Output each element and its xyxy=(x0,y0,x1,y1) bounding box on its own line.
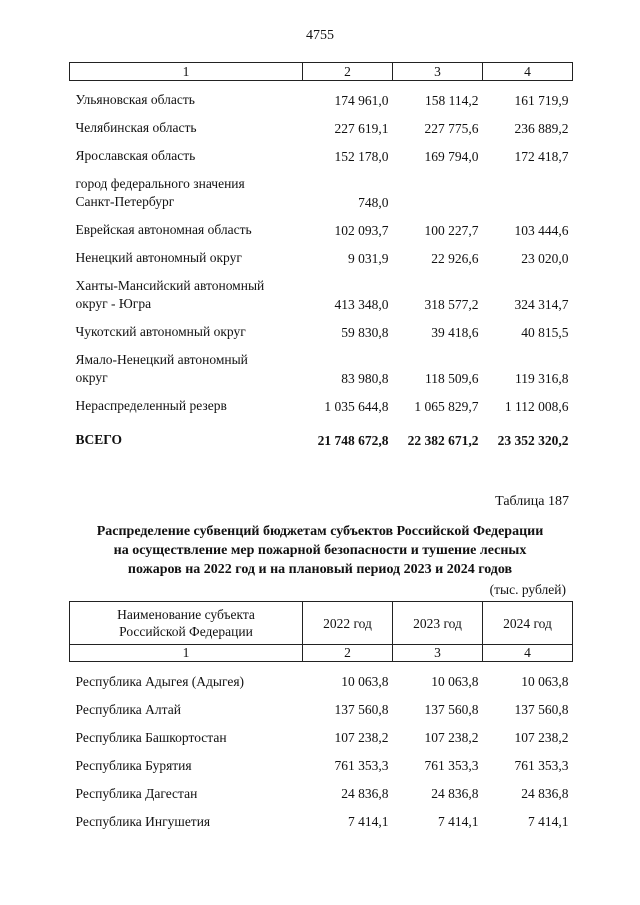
value-2024: 137 560,8 xyxy=(514,702,569,717)
table-row xyxy=(70,239,573,267)
header-line: Наименование субъекта xyxy=(117,607,255,622)
region-name: Республика Адыгея (Адыгея) xyxy=(75,674,245,689)
region-name: Республика Ингушетия xyxy=(75,814,211,829)
table-row xyxy=(70,746,573,774)
total-label: ВСЕГО xyxy=(75,432,123,447)
header-2024: 2024 год xyxy=(483,602,573,645)
region-name-line: город федерального значения xyxy=(75,176,245,191)
value-2024: 119 316,8 xyxy=(515,371,569,386)
region-name: Ульяновская область xyxy=(75,92,195,107)
value-2023: 137 560,8 xyxy=(424,702,479,717)
value-2024: 107 238,2 xyxy=(514,730,569,745)
value-2022: 9 031,9 xyxy=(348,251,389,266)
table-row xyxy=(70,109,573,137)
region-name: Чукотский автономный округ xyxy=(75,324,246,339)
value-2024: 236 889,2 xyxy=(514,121,569,136)
column-index: 3 xyxy=(393,645,483,662)
column-index: 4 xyxy=(483,645,573,662)
table-title xyxy=(70,522,570,579)
value-2023: 158 114,2 xyxy=(425,93,479,108)
table-row xyxy=(70,211,573,239)
value-2022: 174 961,0 xyxy=(334,93,389,108)
region-name-line: Ямало-Ненецкий автономный xyxy=(75,352,248,367)
value-2023: 107 238,2 xyxy=(424,730,479,745)
value-2024: 23 020,0 xyxy=(521,251,569,266)
value-2024: 1 112 008,6 xyxy=(504,399,569,414)
value-2022: 10 063,8 xyxy=(341,674,389,689)
table-number-label: Таблица 187 xyxy=(495,494,569,509)
header-row xyxy=(70,602,573,645)
region-name xyxy=(70,165,303,211)
region-name xyxy=(70,267,303,313)
region-name xyxy=(70,341,303,387)
table-row xyxy=(70,165,573,211)
value-2023: 10 063,8 xyxy=(431,674,479,689)
value-2022: 24 836,8 xyxy=(341,786,389,801)
value-2023: 318 577,2 xyxy=(424,297,479,312)
table-row xyxy=(70,802,573,830)
header-2022: 2022 год xyxy=(303,602,393,645)
page-number: 4755 xyxy=(306,28,334,43)
units-label: (тыс. рублей) xyxy=(489,582,566,597)
table-row xyxy=(70,267,573,313)
value-2022: 748,0 xyxy=(358,195,389,210)
value-2024: 103 444,6 xyxy=(514,223,569,238)
value-2024: 40 815,5 xyxy=(521,325,569,340)
table-row xyxy=(70,774,573,802)
table-row xyxy=(70,718,573,746)
value-2022: 1 035 644,8 xyxy=(324,399,389,414)
total-2023: 22 382 671,2 xyxy=(407,433,479,448)
column-index-row xyxy=(70,63,573,81)
region-name-line: Санкт-Петербург xyxy=(75,194,175,209)
column-index: 4 xyxy=(483,63,573,81)
table-row xyxy=(70,137,573,165)
table-row xyxy=(70,341,573,387)
value-2022: 83 980,8 xyxy=(341,371,389,386)
value-2024: 161 719,9 xyxy=(514,93,569,108)
value-2022: 152 178,0 xyxy=(334,149,389,164)
total-2022: 21 748 672,8 xyxy=(317,433,389,448)
value-2024: 24 836,8 xyxy=(521,786,569,801)
region-name: Республика Алтай xyxy=(75,702,181,717)
region-name-line: Ханты-Мансийский автономный xyxy=(75,278,265,293)
value-2023: 7 414,1 xyxy=(438,814,479,829)
allocation-table-continued xyxy=(69,62,573,449)
table-title-line: Распределение субвенций бюджетам субъектов Российской Федерации xyxy=(96,524,544,539)
value-2022: 137 560,8 xyxy=(334,702,389,717)
value-2022: 7 414,1 xyxy=(348,814,389,829)
table-row xyxy=(70,387,573,415)
region-name: Челябинская область xyxy=(75,120,197,135)
region-name: Республика Дагестан xyxy=(75,786,198,801)
value-2022: 102 093,7 xyxy=(334,223,389,238)
value-2023: 22 926,6 xyxy=(431,251,479,266)
column-index: 1 xyxy=(70,63,303,81)
value-2024: 172 418,7 xyxy=(514,149,569,164)
value-2022: 227 619,1 xyxy=(334,121,389,136)
value-2023: 39 418,6 xyxy=(431,325,479,340)
value-2024: 324 314,7 xyxy=(514,297,569,312)
table-row xyxy=(70,81,573,110)
subvention-table xyxy=(69,601,573,830)
region-name: Еврейская автономная область xyxy=(75,222,252,237)
value-2023: 227 775,6 xyxy=(424,121,479,136)
value-2023: 761 353,3 xyxy=(424,758,479,773)
value-2023: 24 836,8 xyxy=(431,786,479,801)
table-title-line: на осуществление мер пожарной безопасности и тушение лесных xyxy=(113,543,527,558)
column-index: 3 xyxy=(393,63,483,81)
total-row xyxy=(70,415,573,449)
value-2022: 107 238,2 xyxy=(334,730,389,745)
value-2022: 761 353,3 xyxy=(334,758,389,773)
value-2024: 761 353,3 xyxy=(514,758,569,773)
value-2024: 10 063,8 xyxy=(521,674,569,689)
region-name: Ненецкий автономный округ xyxy=(75,250,242,265)
region-name: Ярославская область xyxy=(75,148,196,163)
table-title-line: пожаров на 2022 год и на плановый период 2023 и 2024 годов xyxy=(127,562,513,577)
value-2022: 59 830,8 xyxy=(341,325,389,340)
total-2024: 23 352 320,2 xyxy=(497,433,569,448)
value-2024 xyxy=(483,165,573,211)
table-row xyxy=(70,690,573,718)
column-index-row xyxy=(70,645,573,662)
region-name-line: округ - Югра xyxy=(75,296,152,311)
value-2024: 7 414,1 xyxy=(528,814,569,829)
value-2023: 118 509,6 xyxy=(425,371,479,386)
value-2023 xyxy=(393,165,483,211)
column-index: 2 xyxy=(303,63,393,81)
value-2022: 413 348,0 xyxy=(334,297,389,312)
column-index: 2 xyxy=(303,645,393,662)
region-name: Республика Башкортостан xyxy=(75,730,227,745)
value-2023: 100 227,7 xyxy=(424,223,479,238)
table-row xyxy=(70,313,573,341)
value-2023: 1 065 829,7 xyxy=(414,399,479,414)
header-2023: 2023 год xyxy=(393,602,483,645)
header-region-name xyxy=(70,602,303,645)
table-row xyxy=(70,662,573,691)
region-name: Нераспределенный резерв xyxy=(75,398,227,413)
region-name-line: округ xyxy=(75,370,108,385)
region-name: Республика Бурятия xyxy=(75,758,192,773)
column-index: 1 xyxy=(70,645,303,662)
value-2023: 169 794,0 xyxy=(424,149,479,164)
header-line: Российской Федерации xyxy=(119,624,253,639)
